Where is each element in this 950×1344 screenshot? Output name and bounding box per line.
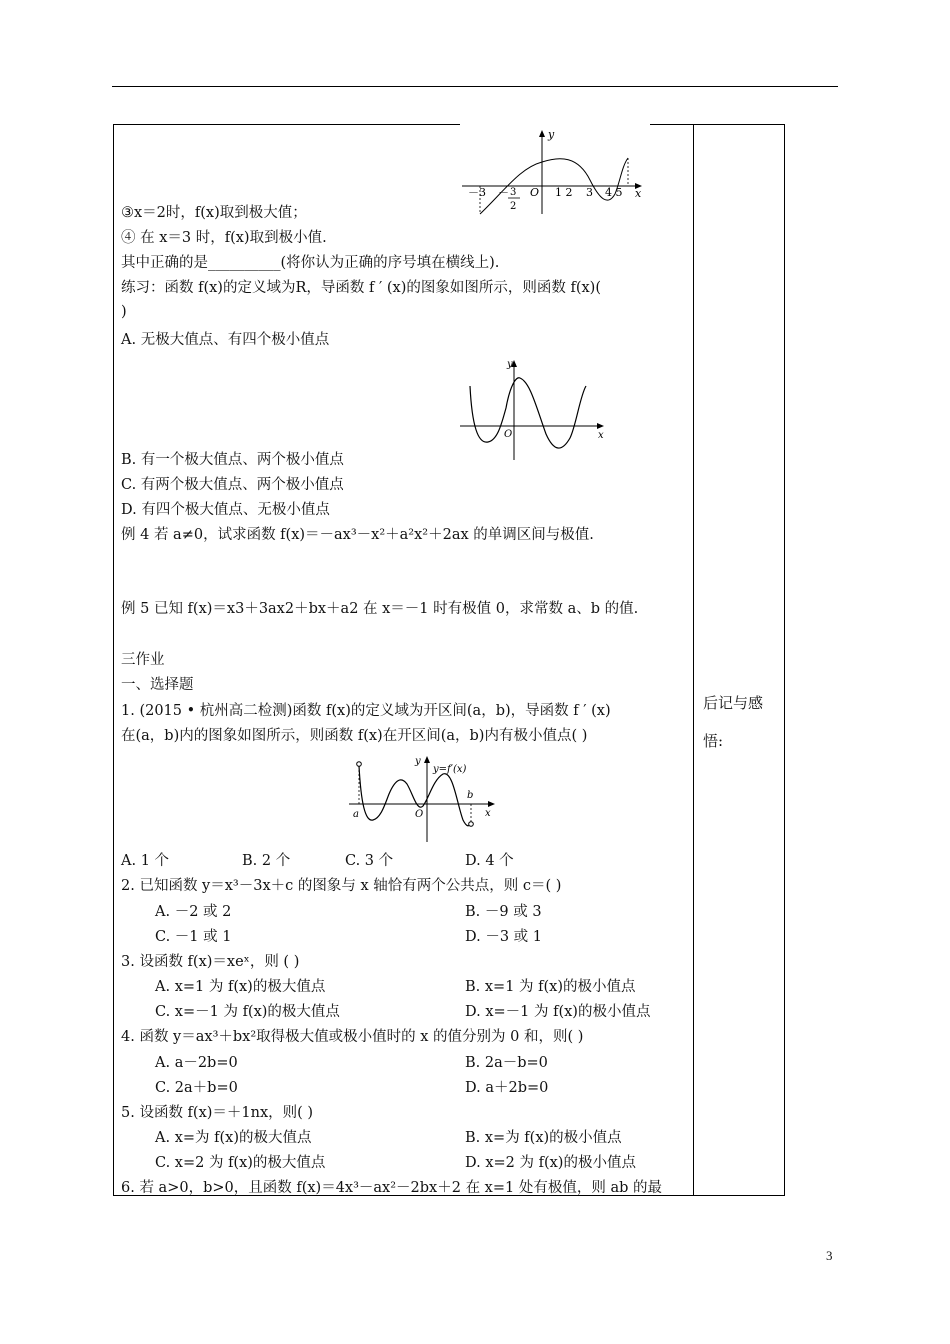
q3-option-a: A. x=1 为 f(x)的极大值点: [155, 979, 326, 995]
option-c-practice: C. 有两个极大值点、两个极小值点: [121, 477, 344, 493]
side-note-line-1: 后记与感: [703, 694, 764, 712]
fig1-tick-2-den: 2: [510, 201, 517, 212]
example-5: 例 5 已知 f(x)＝x3＋3ax2＋bx＋a2 在 x＝－1 时有极值 0，求常数 a、b 的值.: [121, 601, 639, 617]
q5-option-a: A. x=为 f(x)的极大值点: [155, 1130, 312, 1146]
fig1-y-label: y: [548, 128, 555, 141]
fig1-tick-45: 4 5: [605, 186, 623, 199]
header-rule: [112, 86, 838, 87]
q3-option-c: C. x=－1 为 f(x)的极大值点: [155, 1004, 340, 1020]
fig1-origin: O: [530, 186, 540, 199]
question-1-line-1: 1. (2015 • 杭州高二检测)函数 f(x)的定义域为开区间(a，b)，导函数 f ′ (x): [121, 703, 611, 719]
text-line-5: ): [121, 304, 127, 320]
table-column-divider: [693, 124, 694, 1196]
fig2-y-label: y: [507, 359, 513, 370]
q3-option-b: B. x=1 为 f(x)的极小值点: [465, 979, 636, 995]
fig1-x-label: x: [635, 187, 642, 200]
figure-derivative-graph-3: [345, 754, 500, 844]
text-line-2: ④ 在 x＝3 时，f(x)取到极小值.: [121, 230, 327, 246]
q1-option-c: C. 3 个: [345, 853, 394, 869]
q2-option-c: C. －1 或 1: [155, 929, 232, 945]
option-d-practice: D. 有四个极大值点、无极小值点: [121, 502, 330, 518]
fig2-x-label: x: [598, 430, 604, 441]
fig3-y-label: y: [415, 756, 421, 767]
q4-option-d: D. a＋2b=0: [465, 1080, 549, 1096]
text-line-4: 练习：函数 f(x)的定义域为R，导函数 f ′ (x)的图象如图所示，则函数 f(x)(: [121, 280, 601, 296]
fig1-tick-12: 1 2: [555, 186, 573, 199]
fig3-curve-label: y=f′(x): [433, 764, 467, 775]
figure-derivative-graph-1: [460, 128, 645, 218]
section-choice: 一、选择题: [121, 677, 194, 693]
fig3-b-label: b: [467, 790, 474, 801]
q2-option-a: A. －2 或 2: [155, 904, 232, 920]
question-3: 3. 设函数 f(x)＝xeˣ，则 ( ): [121, 954, 300, 970]
question-5: 5. 设函数 f(x)＝＋1nx，则( ): [121, 1105, 314, 1121]
q5-option-d: D. x=2 为 f(x)的极小值点: [465, 1155, 636, 1171]
figure-derivative-graph-2: [458, 356, 608, 462]
question-6: 6. 若 a>0，b>0，且函数 f(x)＝4x³－ax²－2bx＋2 在 x=1 处有极值，则 ab 的最: [121, 1180, 662, 1196]
q2-option-b: B. －9 或 3: [465, 904, 542, 920]
fig1-tick-3-num: 3: [510, 187, 517, 198]
option-a-practice: A. 无极大值点、有四个极小值点: [121, 332, 330, 348]
fig3-a-label: a: [353, 809, 359, 820]
q5-option-b: B. x=为 f(x)的极小值点: [465, 1130, 622, 1146]
page-number: 3: [826, 1248, 833, 1263]
q3-option-d: D. x=－1 为 f(x)的极小值点: [465, 1004, 651, 1020]
question-1-line-2: 在(a，b)内的图象如图所示，则函数 f(x)在开区间(a，b)内有极小值点( ): [121, 728, 588, 744]
question-4: 4. 函数 y＝ax³＋bx²取得极大值或极小值时的 x 的值分别为 0 和，则( ): [121, 1029, 584, 1045]
question-2: 2. 已知函数 y＝x³－3x＋c 的图象与 x 轴恰有两个公共点，则 c＝( ): [121, 878, 562, 894]
text-line-1: ③x＝2时，f(x)取到极大值；: [121, 205, 307, 221]
fig1-tick-3: 3: [586, 186, 593, 199]
fig1-tick-m3: －3: [468, 186, 486, 199]
q4-option-c: C. 2a＋b=0: [155, 1080, 238, 1096]
q2-option-d: D. －3 或 1: [465, 929, 542, 945]
text-line-3: 其中正确的是__________(将你认为正确的序号填在横线上).: [121, 255, 500, 271]
fig2-origin: O: [504, 429, 513, 440]
q1-option-b: B. 2 个: [242, 853, 291, 869]
fig3-x-label: x: [485, 808, 491, 819]
fig1-tick-neg: －: [498, 186, 509, 199]
table-border-gap: [460, 120, 650, 128]
q1-option-d: D. 4 个: [465, 853, 514, 869]
q4-option-b: B. 2a－b=0: [465, 1055, 548, 1071]
option-b-practice: B. 有一个极大值点、两个极小值点: [121, 452, 344, 468]
q1-option-a: A. 1 个: [121, 853, 170, 869]
fig3-origin: O: [415, 809, 424, 820]
side-note-line-2: 悟:: [703, 732, 724, 750]
section-homework: 三作业: [121, 652, 165, 668]
q5-option-c: C. x=2 为 f(x)的极大值点: [155, 1155, 326, 1171]
example-4: 例 4 若 a≠0，试求函数 f(x)＝－ax³－x²＋a²x²＋2ax 的单调区间与极值.: [121, 527, 594, 543]
q4-option-a: A. a－2b=0: [155, 1055, 238, 1071]
